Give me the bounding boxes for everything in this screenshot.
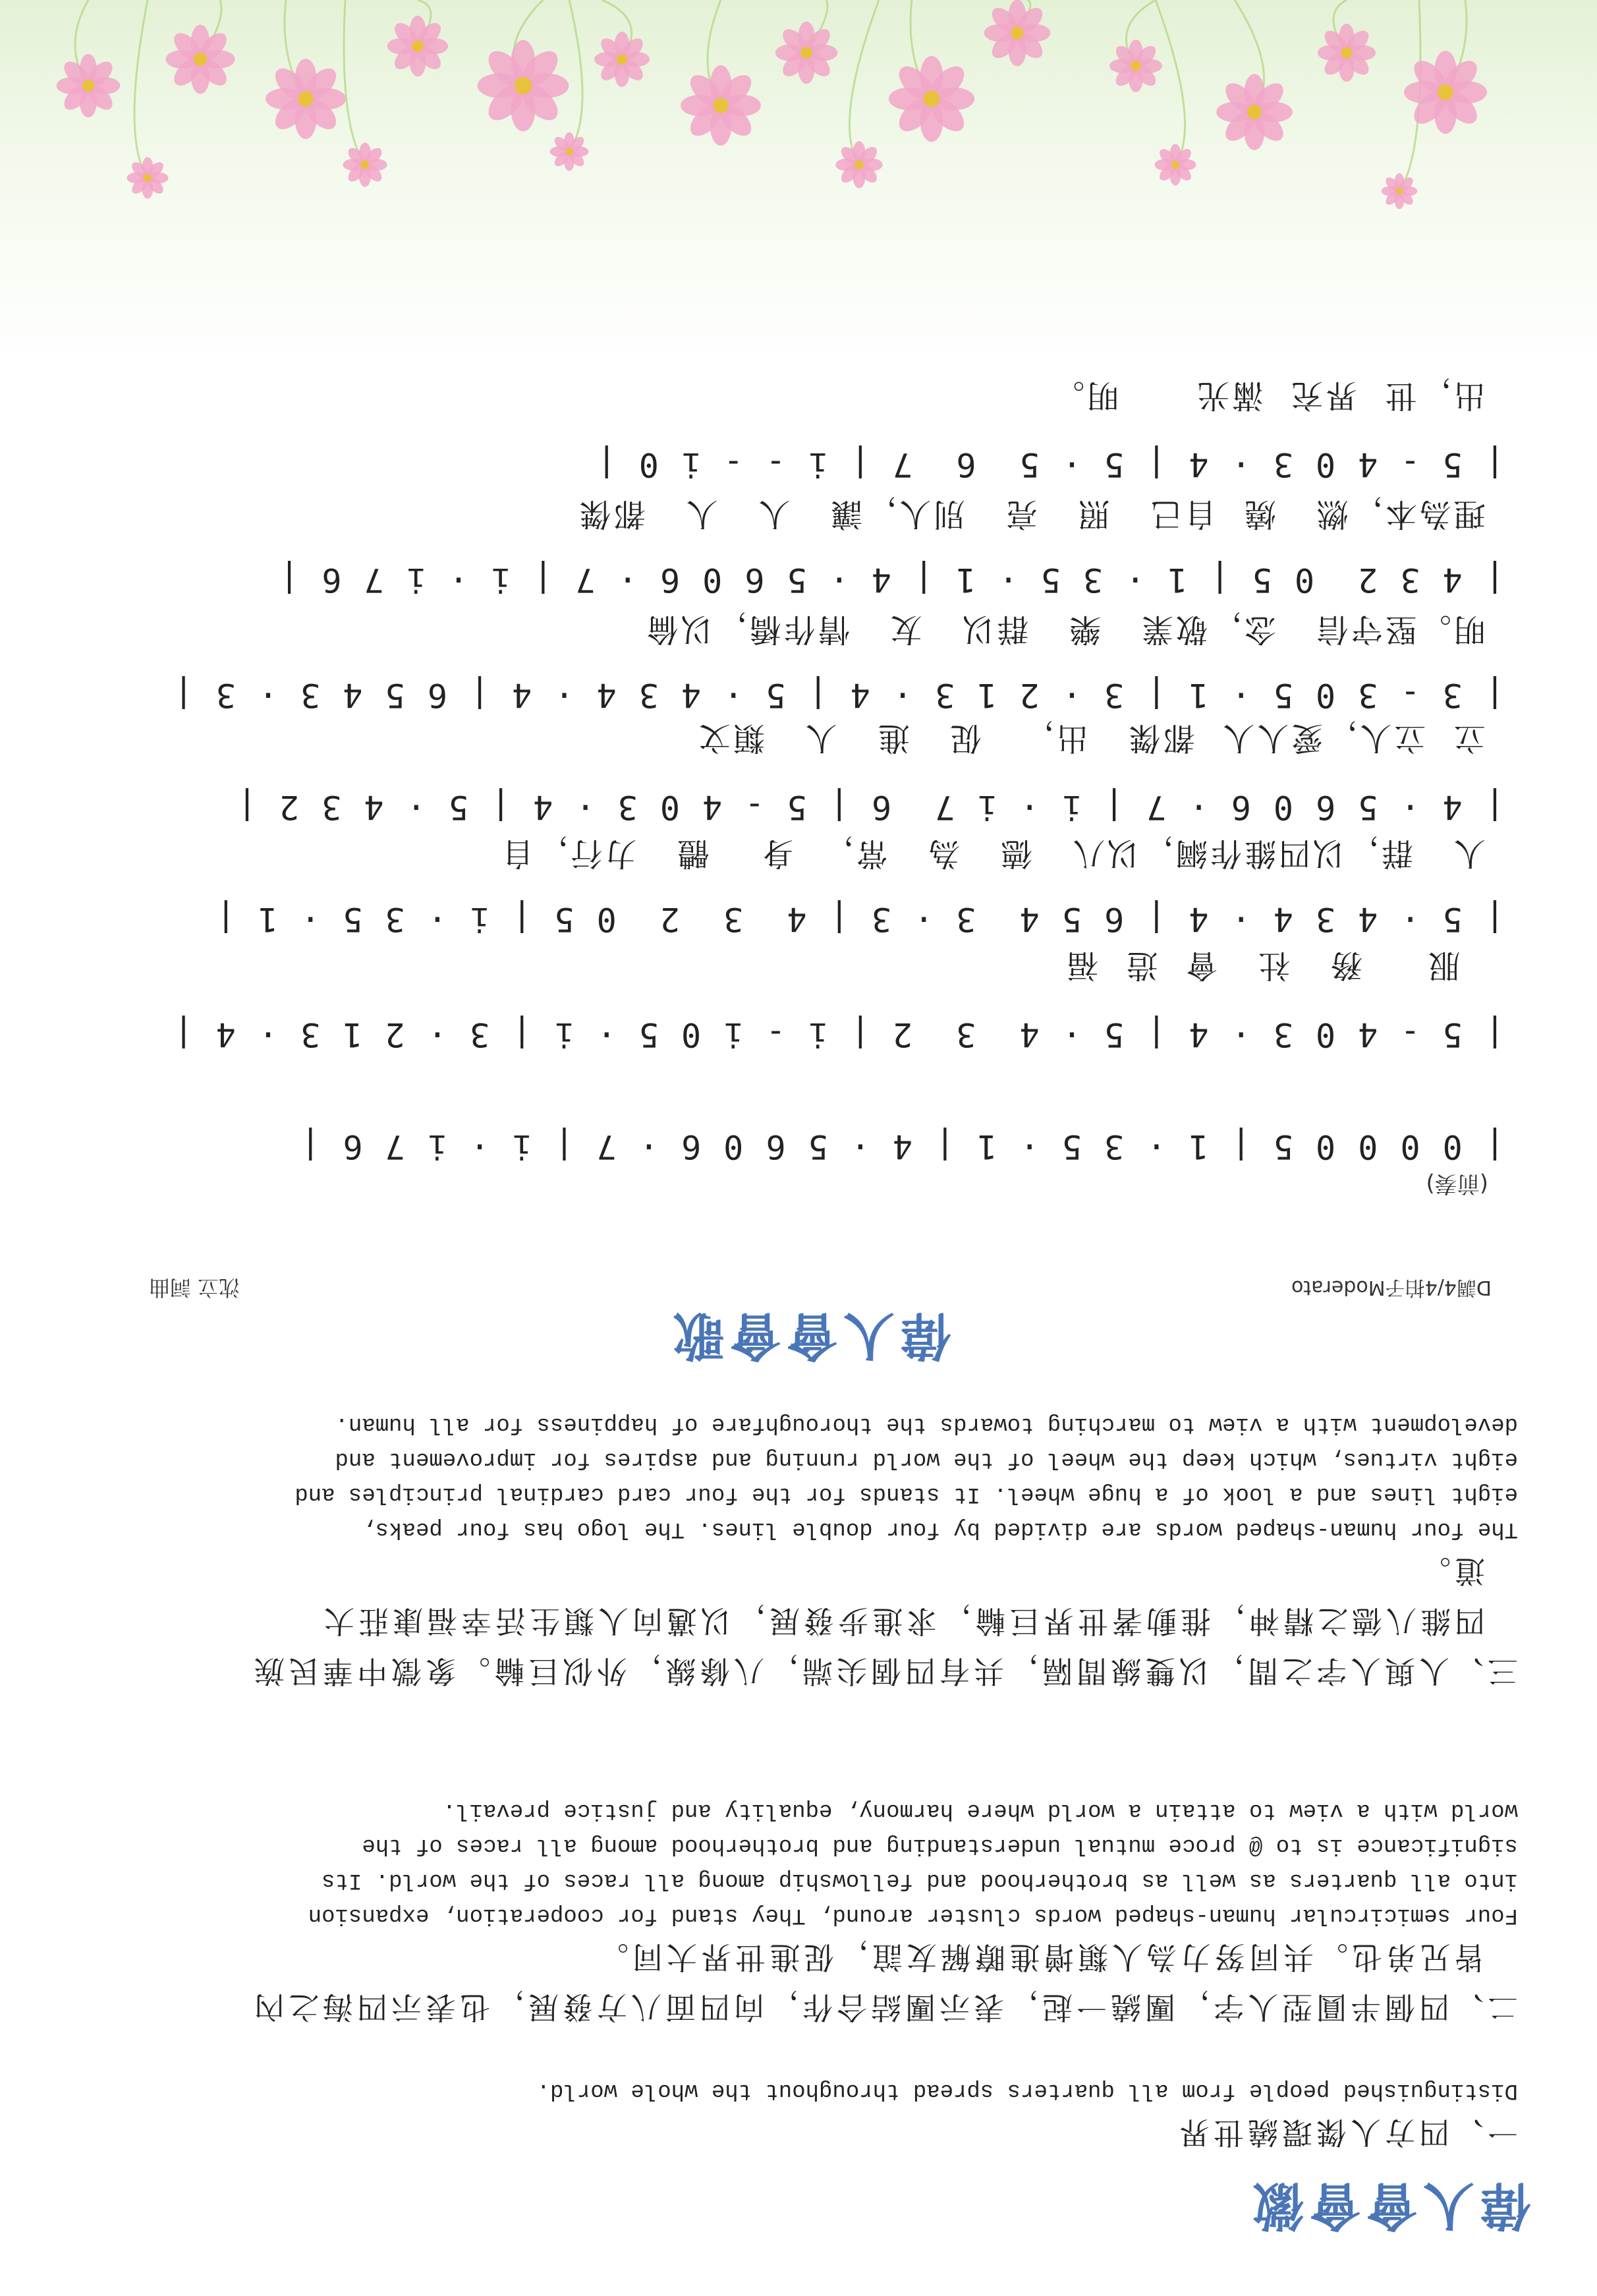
- prelude-label: (前奏): [1426, 1170, 1488, 1197]
- score-line-4: | 4 · 5 6 0 6 · 7 | i · i 7 6 | 5 - 4 0 3 · 4 | 5 · 4 3 2 |: [235, 788, 1505, 826]
- item3-english-line4: development with a view to marching towards the thoroughfare of happiness for all human.: [335, 1412, 1518, 1437]
- score-line-1: | 0 0 0 0 5 | 1 · 3 5 · 1 | 4 · 5 6 0 6 · 7 | i · i 7 6 |: [299, 1128, 1505, 1166]
- composer-credit: 沈立 詞曲: [148, 1275, 240, 1300]
- score-line-5: | 3 - 3 0 5 · 1 | 3 · 2 1 3 · 4 | 5 · 4 3 4 · 4 | 6 5 4 3 · 3 |: [172, 676, 1505, 714]
- item3-english-line1: The four human-shaped words are divided by four double lines. The logo has four peaks,: [362, 1516, 1518, 1541]
- score-line-7: | 5 - 4 0 3 · 4 | 5 · 5 6 7 | i - - i 0 |: [595, 445, 1505, 484]
- item1-chinese: 一、四方人傑環繞世界: [1175, 2115, 1518, 2150]
- emblem-item-1: [95, 2073, 1518, 2158]
- item3-chinese-line3: 道。: [1416, 1553, 1485, 1589]
- lyric-line-3: 人 群，以四維作綱，以八 德 為 常， 身 體 力行，自: [499, 835, 1498, 872]
- item2-english-line4: world with a view to attain a world where harmony, equality and justice prevail.: [442, 1798, 1518, 1823]
- song-title: 偉人會會歌: [667, 1306, 951, 1365]
- lyric-line-4: 立 立人，愛人人 都傑 出， 促 進 人 類文: [696, 720, 1498, 757]
- item1-english: Distinguished people from all quarters spread throughout the whole world.: [536, 2078, 1518, 2103]
- lyric-line-5: 明。堅守信 念，敬業 樂 群以 友 情作橋，以倫: [644, 611, 1498, 648]
- cosmos-flower: [1404, 51, 1487, 134]
- lyric-line-7: 出，世 界充 滿光 明。: [1050, 377, 1498, 414]
- cosmos-flower: [387, 16, 448, 76]
- cosmos-flower: [127, 158, 169, 199]
- score-line-2: | 5 - 4 0 3 · 4 | 5 · 4 3 2 | i - i 0 5 · i | 3 · 2 1 3 · 4 |: [172, 1016, 1505, 1054]
- emblem-item-2: [95, 1793, 1518, 2032]
- score-line-3: | 5 · 4 3 4 · 4 | 6 5 4 3 · 3 | 4 3 2 0 5 | i · 3 5 · 1 |: [214, 900, 1505, 938]
- cosmos-flower: [1109, 40, 1162, 92]
- lyric-line-6: 理為本，燃 燒 自己 照 亮 別人，讓 人 人 都傑: [576, 496, 1498, 532]
- cosmos-flower: [835, 141, 882, 188]
- cosmos-flower: [166, 25, 235, 94]
- item3-english-line3: eight virtues, which keep the wheel of the world running and aspires for improvement and: [335, 1447, 1518, 1472]
- emblem-item-3: [95, 1406, 1518, 1696]
- cosmos-flower: [57, 54, 121, 118]
- cosmos-flower: [889, 56, 974, 142]
- cosmos-flower: [594, 32, 650, 87]
- cosmos-flower: [266, 59, 346, 139]
- cosmos-flower: [775, 22, 838, 84]
- item2-chinese-line1: 二、四個半圓型人字，團繞一起，表示團結合作，向四面八方發展，也表示四海之內: [250, 1990, 1518, 2025]
- item2-english-line3: significance is to @ proce mutual understanding and brotherhood among all races of the: [362, 1833, 1518, 1858]
- cosmos-flower: [984, 0, 1051, 66]
- cosmos-flower: [550, 132, 589, 171]
- cosmos-flower: [343, 142, 387, 187]
- item2-english-line2: into all quarters as well as brotherhood and fellowship among all races of the world. Its: [322, 1868, 1518, 1893]
- item2-chinese-line2: 皆兄弟也。共同努力為人類增進瞭解友誼，促進世界大同。: [594, 1939, 1485, 1975]
- cosmos-flower: [1216, 74, 1293, 150]
- item3-english-line2: eight lines and a look of a huge wheel. It stands for the four card cardinal principles and: [294, 1481, 1518, 1507]
- emblem-title: 偉人會會徽: [1247, 2175, 1531, 2235]
- cosmos-flower: [478, 40, 569, 132]
- item3-chinese-line1: 三、人與人字之間，以雙線間隔，共有四個尖端，八條線，外似巨輪。象徵中華民族: [250, 1653, 1518, 1689]
- cosmos-flower: [1382, 173, 1418, 210]
- cosmos-flower: [681, 65, 761, 146]
- item2-english-line1: Four semicircular human-shaped words cluster around, They stand for cooperation, expansion: [308, 1903, 1518, 1928]
- cosmos-flower: [1318, 24, 1376, 82]
- score-line-6: | 4 3 2 0 5 | 1 · 3 5 · 1 | 4 · 5 6 0 6 · 7 | i · i 7 6 |: [278, 561, 1505, 599]
- tempo-marking: D調4/4拍子Moderato: [1291, 1276, 1492, 1299]
- item3-chinese-line2: 四維八德之精神，推動著世界巨輪，求進步發展，以邁向人類生活幸福康莊大: [320, 1603, 1485, 1639]
- cosmos-flower: [1155, 144, 1196, 186]
- lyric-line-2: 服 務 社 會 造 福: [1064, 947, 1498, 984]
- flower-banner-image: [0, 0, 1597, 362]
